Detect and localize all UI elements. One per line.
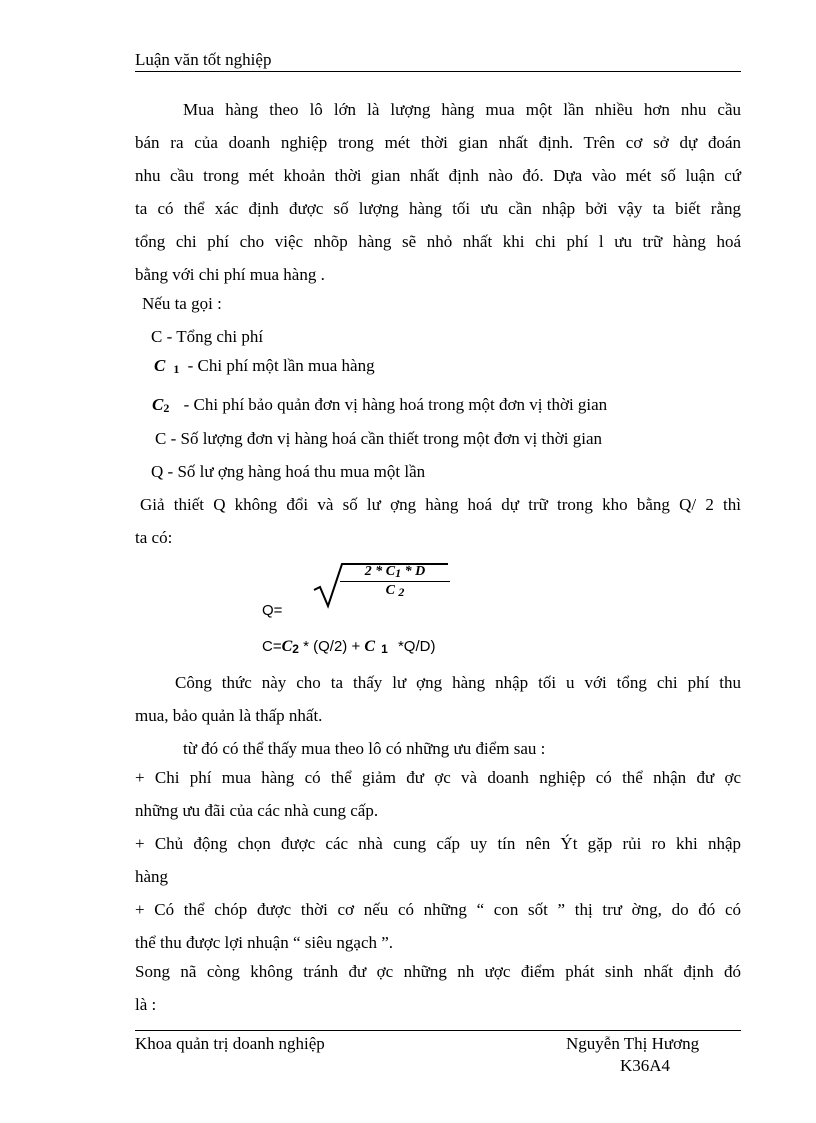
- para1-line-5: tổng chi phí cho việc nhõp hàng sẽ nhỏ nhất khi chi phí l ưu trữ hàng hoá: [135, 232, 741, 251]
- c1-subscript: 1: [173, 362, 180, 376]
- c2-text: - Chi phí bảo quản đơn vị hàng hoá trong một đơn vị thời gian: [183, 395, 608, 414]
- advantage-line-4: hàng: [135, 867, 169, 886]
- header-rule: [135, 71, 741, 72]
- para1-line-3: nhu cầu trong mét khoản thời gian nhất định nào đó. Dựa vào mét số luận cứ: [135, 166, 741, 185]
- header-title: Luận văn tốt nghiệp: [135, 50, 272, 69]
- advantage-line-3: + Chủ động chọn được các nhà cung cấp uy tín nên Ýt gặp rủi ro khi nhập: [135, 834, 741, 853]
- def-c2: [152, 395, 607, 416]
- c1-symbol: C: [154, 356, 166, 375]
- assume-line-2: ta có:: [135, 528, 173, 547]
- disadvantage-line-1: Song nã còng không tránh đư ợc những nh ược điểm phát sinh nhất định đó: [135, 962, 741, 981]
- c2-symbol: C: [152, 395, 164, 414]
- advantage-line-1: + Chi phí mua hàng có thể giảm đư ợc và doanh nghiệp có thể nhận đư ợc: [135, 768, 741, 787]
- para1-line-1: Mua hàng theo lô lớn là lượng hàng mua một lần nhiều hơn nhu cầu: [183, 100, 741, 119]
- formula-numerator: 2 * C1 * D: [340, 564, 450, 582]
- def-c1: [154, 356, 375, 377]
- intro-line: Nếu ta gọi :: [142, 294, 222, 313]
- assume-line-1: Giả thiết Q không đổi và số lư ợng hàng hoá dự trữ trong kho bằng Q/ 2 thì: [140, 495, 741, 514]
- advantage-line-5: + Có thể chóp được thời cơ nếu có những “ con sốt ” thị trư ờng, do đó có: [135, 900, 741, 919]
- conclusion-line-1: Công thức này cho ta thấy lư ợng hàng nhập tối u với tổng chi phí thu: [175, 673, 741, 692]
- def-c-unit: C - Số lượng đơn vị hàng hoá cần thiết trong một đơn vị thời gian: [155, 429, 602, 448]
- c2-subscript: 2: [163, 401, 170, 415]
- disadvantage-line-2: là :: [135, 995, 157, 1014]
- footer-class: K36A4: [620, 1056, 671, 1075]
- para1-line-6: bằng với chi phí mua hàng .: [135, 265, 325, 284]
- para1-line-2: bán ra của doanh nghiệp trong mét thời gian nhất định. Trên cơ sở dự đoán: [135, 133, 741, 152]
- footer-rule: [135, 1030, 741, 1031]
- formula-c1-symbol: C: [364, 638, 376, 655]
- formula-denominator: C 2: [385, 583, 405, 599]
- formula-fraction: [340, 564, 450, 600]
- advantage-line-6: thể thu được lợi nhuận “ siêu ngạch ”.: [135, 933, 394, 952]
- c1-text: - Chi phí một lần mua hàng: [187, 356, 375, 375]
- def-c-total: C - Tổng chi phí: [151, 327, 264, 346]
- advantages-intro: từ đó có thể thấy mua theo lô có những ưu điểm sau :: [183, 739, 546, 758]
- formula-c2-symbol: C: [281, 638, 293, 655]
- para1-line-4: ta có thể xác định được số lượng hàng tối ưu cần nhập bởi vậy ta biết rằng: [135, 199, 741, 218]
- def-q: Q - Số lư ợng hàng hoá thu mua một lần: [151, 462, 426, 481]
- formula-q-label: Q=: [262, 602, 283, 619]
- conclusion-line-2: mua, bảo quản là thấp nhất.: [135, 706, 323, 725]
- advantage-line-2: những ưu đãi của các nhà cung cấp.: [135, 801, 379, 820]
- footer-faculty: Khoa quản trị doanh nghiệp: [135, 1034, 325, 1053]
- footer-author: Nguyễn Thị Hương: [566, 1034, 700, 1053]
- formula-c: C=C2 * (Q/2) + C 1 *Q/D): [262, 638, 436, 656]
